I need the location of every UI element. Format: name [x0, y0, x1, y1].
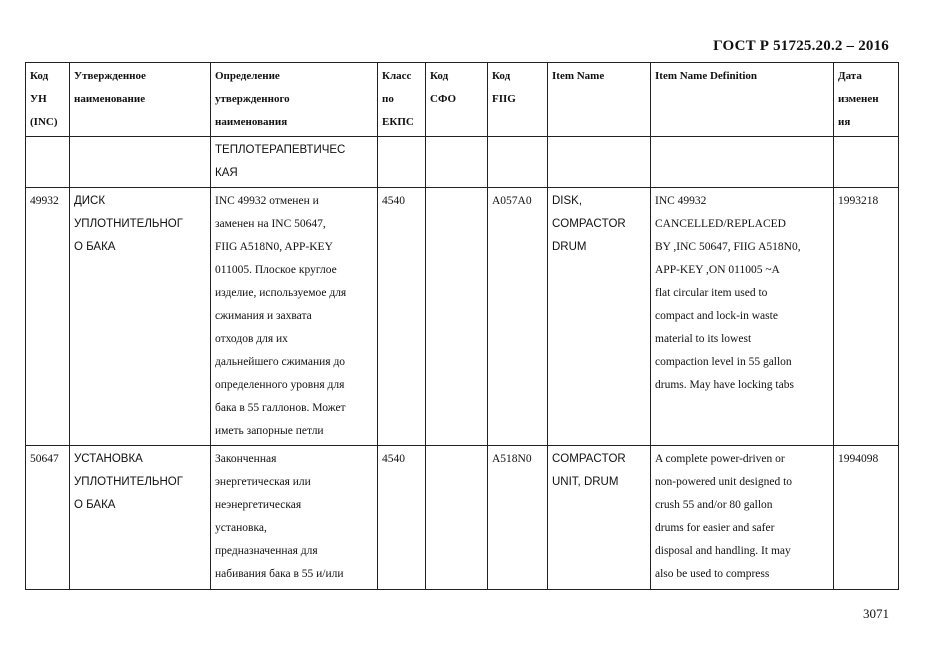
- cell-fiig: A057A0: [488, 188, 548, 446]
- header-inc: Код УН (INC): [26, 63, 70, 137]
- cell-item-name-definition: [651, 137, 834, 188]
- cell-definition-ru: Законченная энергетическая или неэнергетическая установка, предназначенная для набивания бака в 55 и/или: [211, 446, 378, 590]
- cell-approved-name: ДИСК УПЛОТНИТЕЛЬНОГ О БАКА: [70, 188, 211, 446]
- table-row: [26, 188, 899, 446]
- cell-item-name-definition: INC 49932 CANCELLED/REPLACED BY ,INC 50647, FIIG A518N0, APP-KEY ,ON 011005 ~A flat circular item used to compact and lock-in waste material to its lowest compaction level in 55 gallon drums. May have locking tabs: [651, 188, 834, 446]
- cell-fiig: [488, 137, 548, 188]
- cell-inc: 49932: [26, 188, 70, 446]
- cell-item-name: DISK, COMPACTOR DRUM: [548, 188, 651, 446]
- header-sfo: Код СФО: [426, 63, 488, 137]
- header-definition-ru: Определение утвержденного наименования: [211, 63, 378, 137]
- header-item-name-definition: Item Name Definition: [651, 63, 834, 137]
- cell-sfo: [426, 446, 488, 590]
- header-item-name: Item Name: [548, 63, 651, 137]
- cell-change-date: [834, 137, 899, 188]
- document-standard-title: ГОСТ Р 51725.20.2 – 2016: [713, 38, 889, 54]
- cell-approved-name: УСТАНОВКА УПЛОТНИТЕЛЬНОГ О БАКА: [70, 446, 211, 590]
- cell-ekps: 4540: [378, 188, 426, 446]
- cell-item-name: COMPACTOR UNIT, DRUM: [548, 446, 651, 590]
- header-fiig: Код FIIG: [488, 63, 548, 137]
- cell-ekps: 4540: [378, 446, 426, 590]
- header-change-date: Дата изменен ия: [834, 63, 899, 137]
- nomenclature-table: [25, 62, 899, 590]
- header-ekps: Класс по ЕКПС: [378, 63, 426, 137]
- cell-ekps: [378, 137, 426, 188]
- cell-inc: 50647: [26, 446, 70, 590]
- header-approved-name: Утвержденное наименование: [70, 63, 211, 137]
- table-row: [26, 446, 899, 590]
- cell-change-date: 1993218: [834, 188, 899, 446]
- table-header-row: [26, 63, 899, 137]
- cell-approved-name: [70, 137, 211, 188]
- cell-sfo: [426, 137, 488, 188]
- cell-definition-ru: INC 49932 отменен и заменен на INC 50647, FIIG A518N0, APP-KEY 011005. Плоское круглое изделие, используемое для сжимания и захвата отходов для их дальнейшего сжимания до определенного уровня для бака в 55 галлонов. Может иметь запорные петли: [211, 188, 378, 446]
- cell-item-name: [548, 137, 651, 188]
- page-number: 3071: [863, 606, 889, 621]
- cell-inc: [26, 137, 70, 188]
- cell-item-name-definition: A complete power-driven or non-powered unit designed to crush 55 and/or 80 gallon drums for easier and safer disposal and handling. It may also be used to compress: [651, 446, 834, 590]
- continuation-row: [26, 137, 899, 188]
- cell-change-date: 1994098: [834, 446, 899, 590]
- cell-fiig: A518N0: [488, 446, 548, 590]
- cell-sfo: [426, 188, 488, 446]
- cell-definition-ru: ТЕПЛОТЕРАПЕВТИЧЕС КАЯ: [211, 137, 378, 188]
